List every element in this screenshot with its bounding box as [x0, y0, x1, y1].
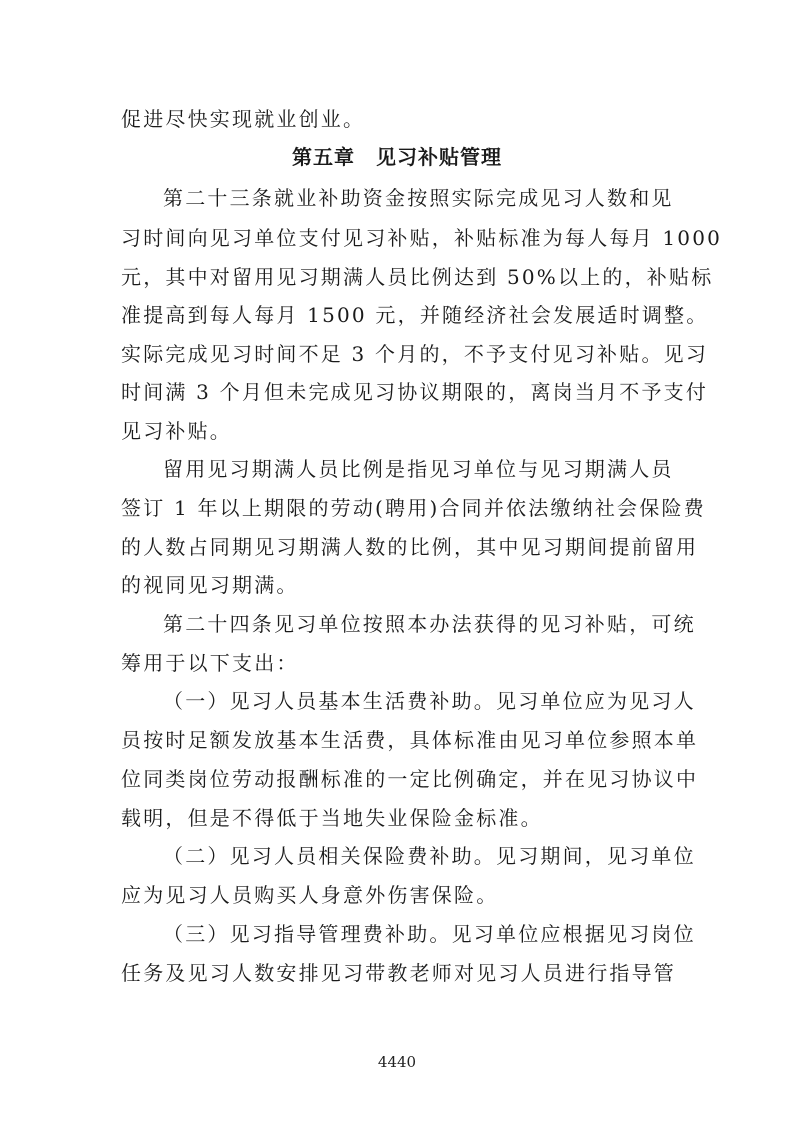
page-number: 4440 [377, 1053, 417, 1071]
text-line: （一）见习人员基本生活费补助。见习单位应为见习人 [163, 689, 696, 713]
text-line: 实际完成见习时间不足 3 个月的，不予支付见习补贴。见习 [121, 342, 709, 366]
text-line: 见习补贴。 [121, 419, 232, 443]
text-line: 筹用于以下支出： [121, 651, 299, 675]
chapter-heading: 第五章 见习补贴管理 [292, 145, 502, 169]
text-line: 习时间向见习单位支付见习补贴，补贴标准为每人每月 1000 [121, 226, 723, 250]
text-line: （三）见习指导管理费补助。见习单位应根据见习岗位 [163, 922, 696, 946]
text-line: 第二十四条见习单位按照本办法获得的见习补贴，可统 [163, 612, 696, 636]
text-line: 促进尽快实现就业创业。 [121, 107, 366, 131]
text-line: 时间满 3 个月但未完成见习协议期限的，离岗当月不予支付 [121, 380, 709, 404]
text-line: 的视同见习期满。 [121, 573, 299, 597]
text-line: 的人数占同期见习期满人数的比例，其中见习期间提前留用 [121, 535, 699, 559]
text-line: 签订 1 年以上期限的劳动(聘用)合同并依法缴纳社会保险费 [121, 496, 706, 520]
text-line: 位同类岗位劳动报酬标准的一定比例确定，并在见习协议中 [121, 767, 699, 791]
text-line: 第二十三条就业补助资金按照实际完成见习人数和见 [163, 186, 674, 210]
text-line: 留用见习期满人员比例是指见习单位与见习期满人员 [163, 457, 674, 481]
text-line: 应为见习人员购买人身意外伤害保险。 [121, 883, 499, 907]
text-line: 任务及见习人数安排见习带教老师对见习人员进行指导管 [121, 961, 676, 985]
text-line: 员按时足额发放基本生活费，具体标准由见习单位参照本单 [121, 728, 699, 752]
text-line: 载明，但是不得低于当地失业保险金标准。 [121, 806, 543, 830]
text-line: 准提高到每人每月 1500 元，并随经济社会发展适时调整。 [121, 303, 709, 327]
text-line: 元，其中对留用见习期满人员比例达到 50%以上的，补贴标 [121, 265, 714, 289]
text-line: （二）见习人员相关保险费补助。见习期间，见习单位 [163, 844, 696, 868]
